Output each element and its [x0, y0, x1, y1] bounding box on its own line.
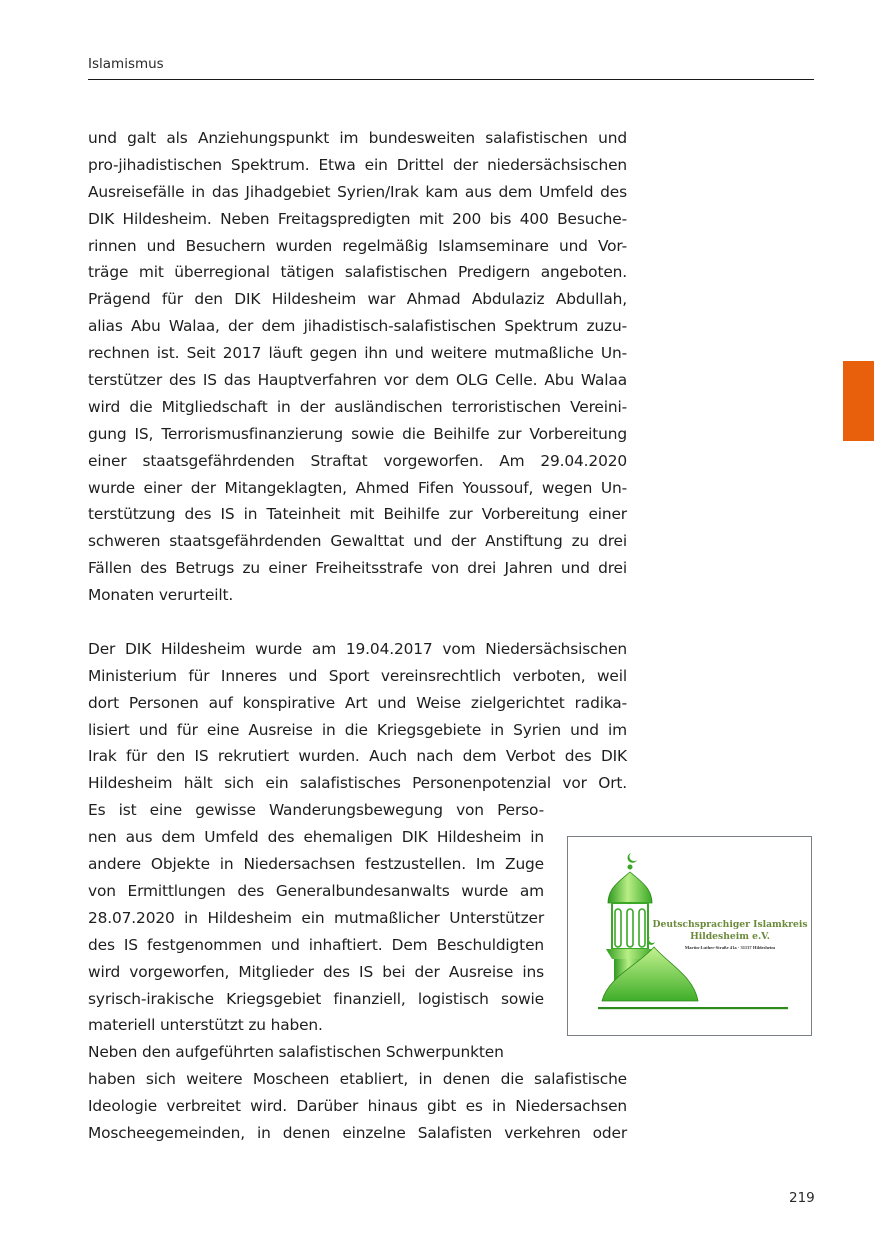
logo-address: Martin-Luther-Straße 41a - 31137 Hildesheim [684, 945, 776, 950]
text-line: Prägend für den DIK Hildesheim war Ahmad Abdulaziz Abdullah, [88, 290, 627, 309]
text-line: terstützer des IS das Hauptverfahren vor dem OLG Celle. Abu Walaa [88, 371, 627, 390]
logo-title-line: Hildesheim e.V. [690, 931, 770, 942]
text-line: rinnen und Besuchern wurden regelmäßig Islamseminare und Vor- [88, 236, 627, 255]
text-line: dort Personen auf konspirative Art und Weise zielgerichtet radika- [88, 693, 627, 712]
text-line: von Ermittlungen des Generalbundesanwalts wurde am [88, 881, 544, 900]
text-line: Ausreisefälle in das Jihadgebiet Syrien/Irak kam aus dem Umfeld des [88, 182, 627, 201]
text-line: Hildesheim hält sich ein salafistisches Personenpotenzial vor Ort. [88, 774, 627, 793]
text-line: Neben den aufgeführten salafistischen Schwerpunkten [88, 1043, 504, 1062]
text-line: Fällen des Betrugs zu einer Freiheitsstrafe von drei Jahren und drei [88, 559, 627, 578]
text-line: und galt als Anziehungspunkt im bundesweiten salafistischen und [88, 129, 627, 147]
text-line: Es ist eine gewisse Wanderungsbewegung von Perso- [88, 801, 544, 820]
text-line: rechnen ist. Seit 2017 läuft gegen ihn und weitere mutmaßliche Un- [88, 344, 627, 363]
text-line: wurde einer der Mitangeklagten, Ahmed Fifen Youssouf, wegen Un- [88, 478, 627, 497]
text-line: DIK Hildesheim. Neben Freitagspredigten mit 200 bis 400 Besuche- [88, 209, 627, 228]
text-line: Moscheegemeinden, in denen einzelne Salafisten verkehren oder [88, 1123, 627, 1142]
text-line: 28.07.2020 in Hildesheim ein mutmaßlicher Unterstützer [88, 908, 544, 927]
text-line: alias Abu Walaa, der dem jihadistisch-salafistischen Spektrum zuzu- [88, 317, 627, 336]
text-line: Irak für den IS rekrutiert wurden. Auch nach dem Verbot des DIK [88, 747, 627, 766]
text-line: gung IS, Terrorismusfinanzierung sowie die Beihilfe zur Vorbereitung [88, 424, 627, 443]
text-line: Monaten verurteilt. [88, 586, 234, 605]
page-number: 219 [789, 1190, 815, 1206]
text-line: wird vorgeworfen, Mitglieder des IS bei der Ausreise ins [88, 962, 544, 981]
text-line: pro-jihadistischen Spektrum. Etwa ein Drittel der niedersächsischen [88, 155, 627, 174]
header-rule [88, 79, 814, 80]
text-line: Ideologie verbreitet wird. Darüber hinaus gibt es in Niedersachsen [88, 1097, 627, 1116]
text-line: wird die Mitgliedschaft in der ausländischen terroristischen Vereini- [88, 397, 627, 416]
text-line: einer staatsgefährdenden Straftat vorgeworfen. Am 29.04.2020 [88, 451, 627, 470]
text-line: andere Objekte in Niedersachsen festzustellen. Im Zuge [88, 855, 544, 874]
text-line: Ministerium für Inneres und Sport vereinsrechtlich verboten, weil [88, 666, 627, 685]
wrapped-text-beside-figure [88, 797, 627, 1066]
body-text [88, 125, 627, 1147]
logo-title-line: Deutschsprachiger Islamkreis [652, 919, 808, 930]
text-line: syrisch-irakische Kriegsgebiet finanziell, logistisch sowie [88, 989, 544, 1008]
text-line: materiell unterstützt zu haben. [88, 1016, 323, 1035]
paragraph-1 [88, 125, 627, 609]
text-line: des IS festgenommen und inhaftiert. Dem Beschuldigten [88, 935, 544, 954]
paragraph-2 [88, 636, 627, 1147]
text-line: lisiert und für eine Ausreise in die Kriegsgebiete in Syrien und im [88, 720, 627, 739]
text-line: nen aus dem Umfeld des ehemaligen DIK Hildesheim in [88, 828, 544, 847]
text-line: schweren staatsgefährdenden Gewalttat und der Anstiftung zu drei [88, 532, 627, 551]
logo-organization-name [650, 919, 810, 943]
running-head-title: Islamismus [88, 56, 164, 72]
text-line: träge mit überregional tätigen salafistischen Predigern angeboten. [88, 263, 627, 282]
text-line: terstützung des IS in Tateinheit mit Beihilfe zur Vorbereitung einer [88, 505, 627, 524]
text-line: haben sich weitere Moscheen etabliert, in denen die salafistische [88, 1070, 627, 1089]
chapter-marker-tab [843, 361, 874, 441]
dik-logo-figure [567, 836, 812, 1036]
paragraph-gap [88, 609, 627, 636]
text-line: Der DIK Hildesheim wurde am 19.04.2017 vom Niedersächsischen [88, 639, 627, 658]
